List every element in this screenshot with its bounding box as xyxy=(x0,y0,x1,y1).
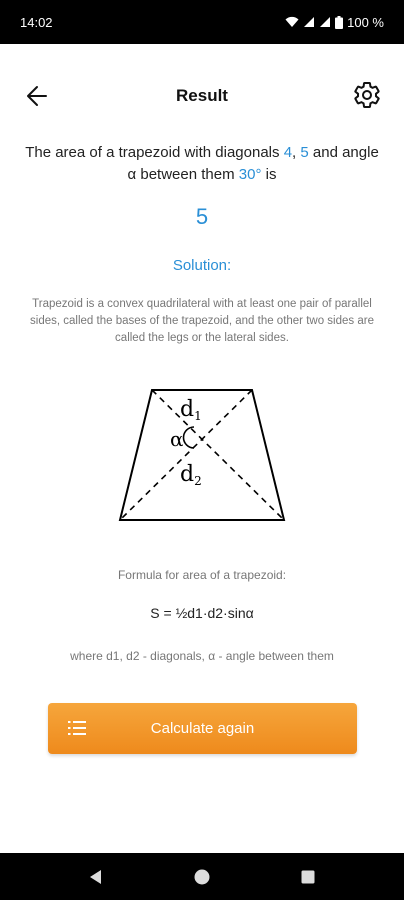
square-recents-icon xyxy=(298,867,318,887)
calculate-again-label: Calculate again xyxy=(150,720,255,737)
settings-button[interactable] xyxy=(352,80,382,110)
diagonal-d2-line xyxy=(152,390,284,520)
angle-value: 30° xyxy=(238,166,262,183)
nav-home-button[interactable] xyxy=(192,867,212,887)
circle-home-icon xyxy=(192,867,212,887)
solution-heading: Solution: xyxy=(172,257,232,274)
d2-label: d2 xyxy=(180,462,202,488)
diagonal-1-value: 4 xyxy=(283,144,293,161)
question-suffix: is xyxy=(261,166,277,183)
nav-back-button[interactable] xyxy=(86,867,106,887)
system-nav-bar xyxy=(0,853,404,900)
battery-icon xyxy=(335,16,343,29)
question-prefix: The area of a trapezoid with diagonals xyxy=(25,144,284,161)
status-bar xyxy=(0,0,404,44)
trapezoid-definition: Trapezoid is a convex quadrilateral with at least one pair of parallel sides, called the bases of the trapezoid, and the other two sides are called the legs or the lateral sides. xyxy=(30,298,374,344)
trapezoid-outline xyxy=(120,390,284,520)
formula-caption: Formula for area of a trapezoid: xyxy=(117,568,287,582)
signal-icon xyxy=(303,16,315,28)
signal-icon xyxy=(319,16,331,28)
status-icons xyxy=(285,15,384,30)
nav-recents-button[interactable] xyxy=(298,867,318,887)
diagonal-2-value: 5 xyxy=(300,144,309,161)
trapezoid-diagram xyxy=(100,378,304,528)
gear-icon xyxy=(352,80,382,110)
question-text xyxy=(20,142,384,186)
formula-expression: S = ½d1·d2·sinα xyxy=(150,605,254,621)
app-bar xyxy=(0,70,404,122)
question-separator: , xyxy=(292,144,301,161)
alpha-label: α xyxy=(170,427,184,451)
wifi-icon xyxy=(285,16,299,28)
status-time: 14:02 xyxy=(20,14,53,30)
question-middle: and angle α between them xyxy=(127,144,379,183)
triangle-back-icon xyxy=(86,867,106,887)
battery-percent: 100 % xyxy=(347,14,384,30)
calculate-again-button[interactable] xyxy=(48,703,357,754)
result-value: 5 xyxy=(195,204,209,229)
formula-note: where d1, d2 - diagonals, α - angle between them xyxy=(70,649,334,663)
page-title: Result xyxy=(176,86,228,105)
d1-label: d1 xyxy=(180,397,202,423)
